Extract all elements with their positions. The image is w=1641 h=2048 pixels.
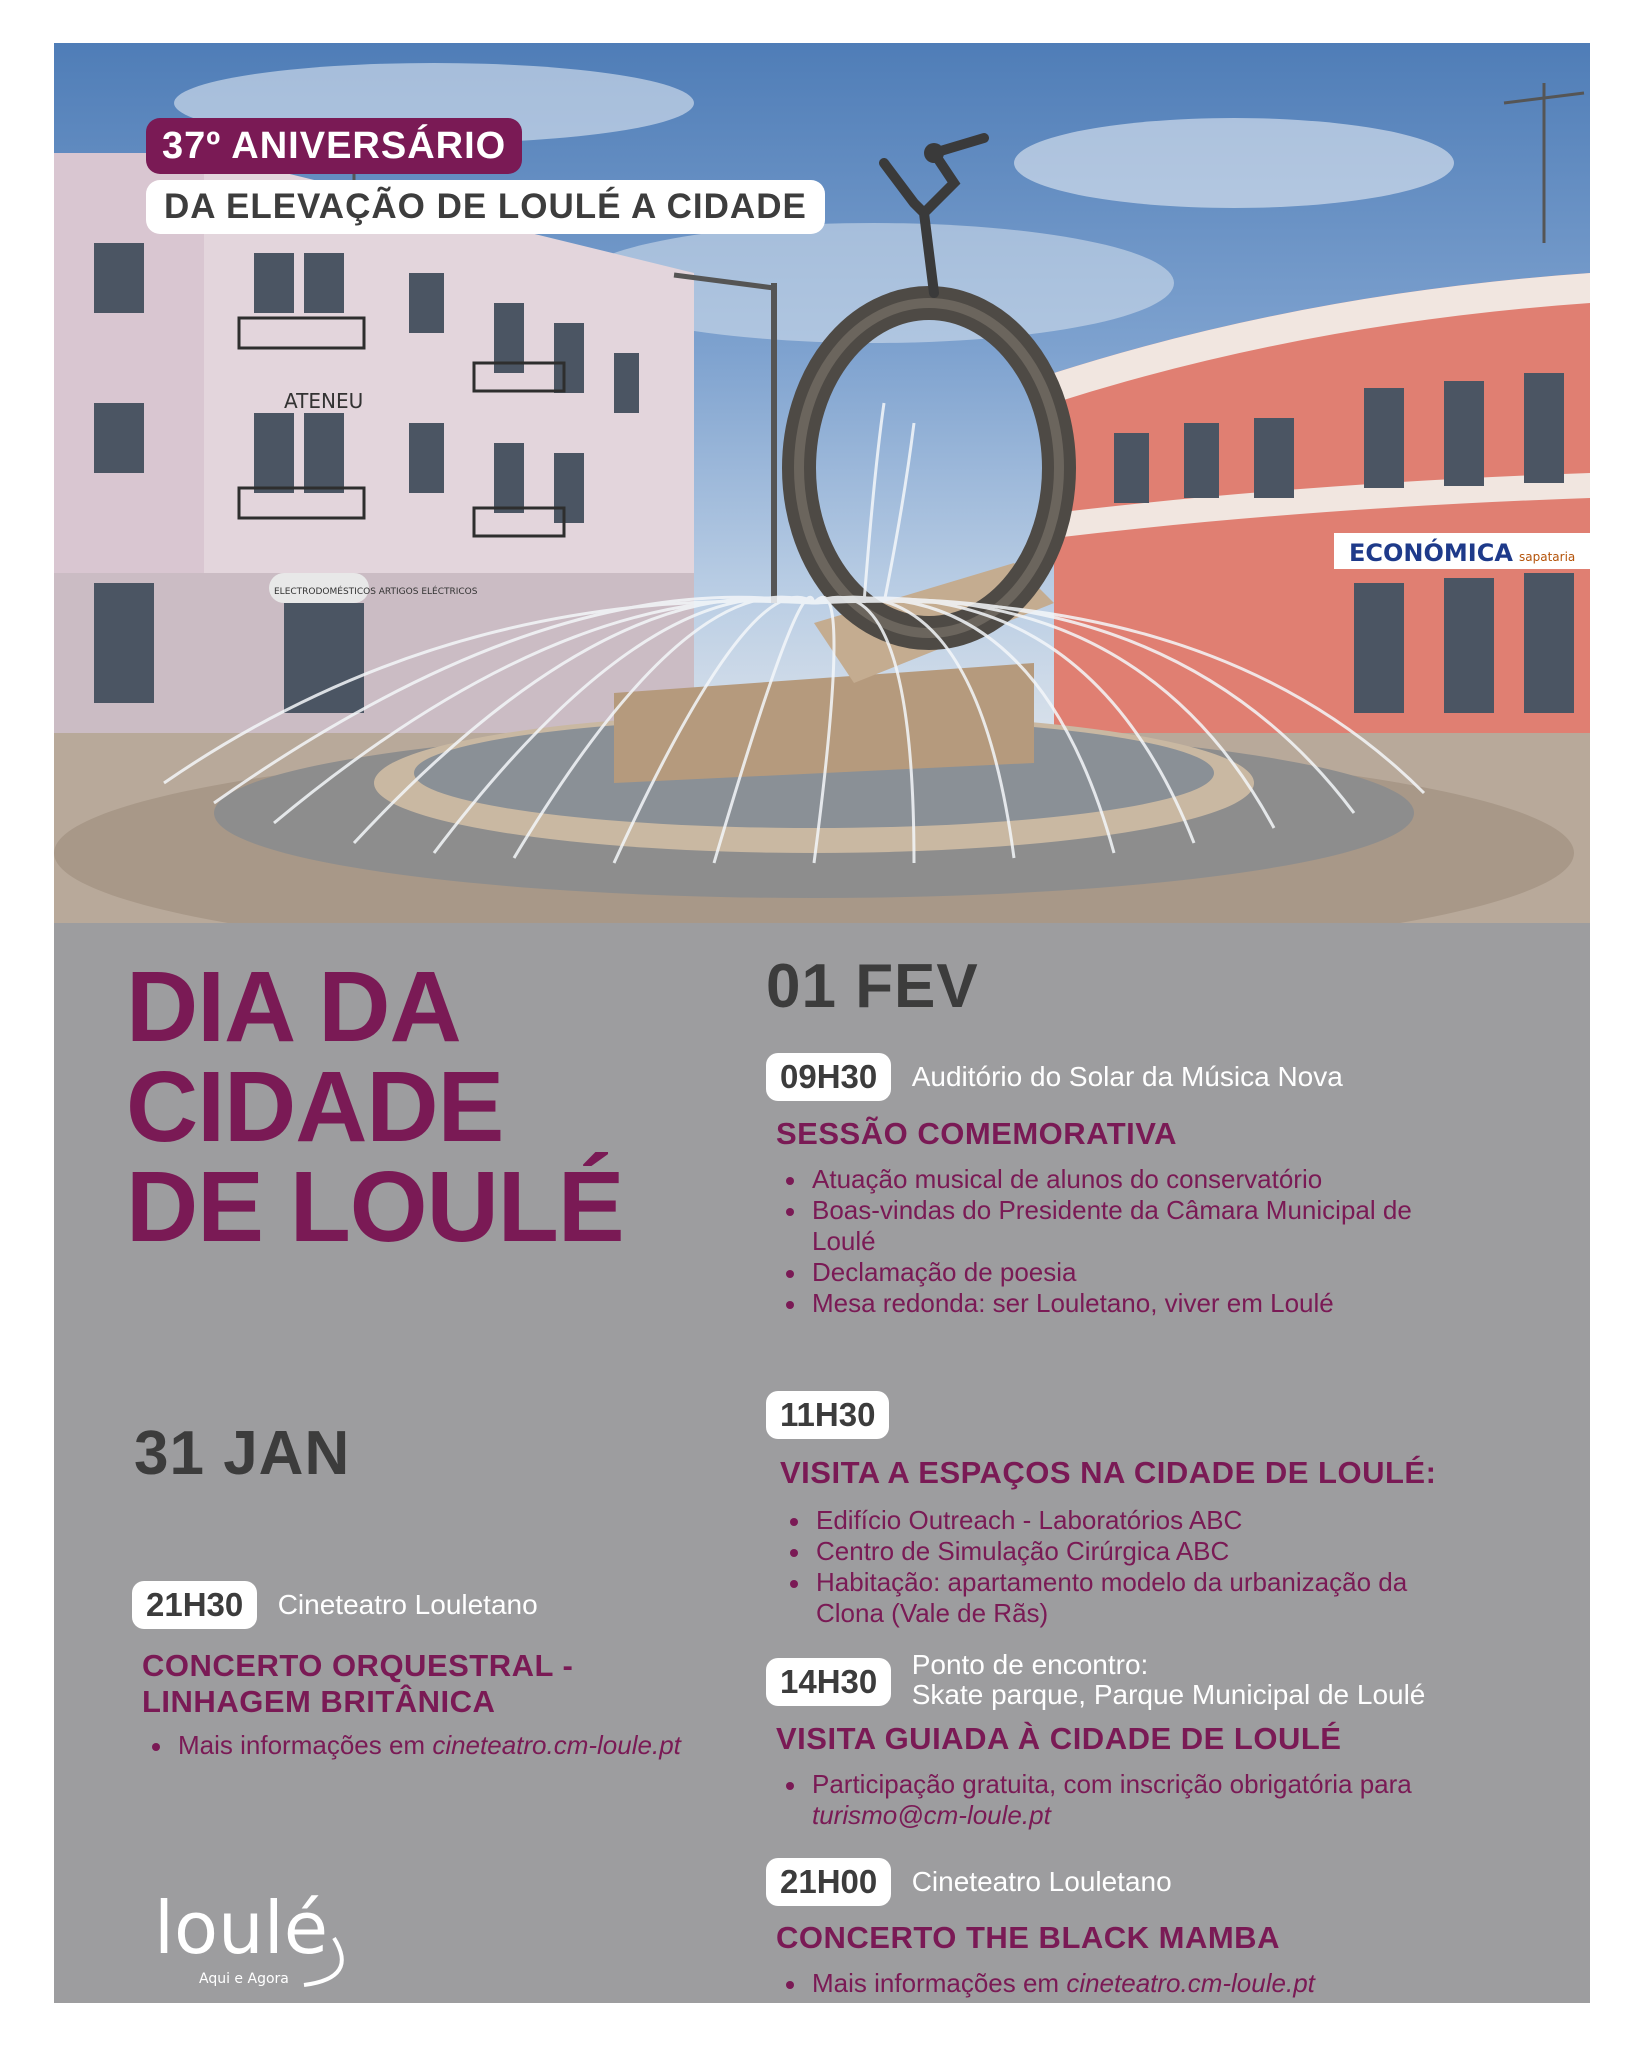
list-item-text: Participação gratuita, com inscrição obrigatória para bbox=[812, 1769, 1412, 1799]
event-visita-espacos bbox=[780, 1455, 1500, 1629]
event-sessao-time-row bbox=[766, 1053, 1343, 1101]
event-sessao-comemorativa bbox=[776, 1116, 1496, 1319]
list-item bbox=[780, 1567, 1500, 1629]
event-concerto-orquestral bbox=[132, 1581, 538, 1629]
program-panel bbox=[54, 923, 1590, 2003]
loule-logo bbox=[154, 1883, 364, 1998]
event-items bbox=[776, 1769, 1496, 1831]
logo-wordmark: loulé bbox=[154, 1886, 328, 1970]
info-link[interactable]: cineteatro.cm-loule.pt bbox=[432, 1730, 681, 1760]
time-badge: 21H30 bbox=[132, 1581, 257, 1629]
event-title-line1: CONCERTO ORQUESTRAL - bbox=[142, 1648, 574, 1683]
venue-label: Cineteatro Louletano bbox=[277, 1589, 538, 1620]
list-item bbox=[142, 1730, 702, 1761]
shop-sign: ECONÓMICA bbox=[1349, 539, 1513, 567]
venue-label: Auditório do Solar da Música Nova bbox=[911, 1061, 1343, 1092]
event-title: SESSÃO COMEMORATIVA bbox=[776, 1116, 1178, 1151]
poster bbox=[54, 43, 1590, 2003]
list-item: Atuação musical de alunos do conservatório bbox=[776, 1164, 1496, 1195]
list-item: Declamação de poesia bbox=[776, 1257, 1496, 1288]
store-sign: ELECTRODOMÉSTICOS ARTIGOS ELÉCTRICOS bbox=[274, 587, 478, 597]
list-item: Centro de Simulação Cirúrgica ABC bbox=[780, 1536, 1500, 1567]
list-item: Mesa redonda: ser Louletano, viver em Loulé bbox=[776, 1288, 1496, 1319]
event-info-list bbox=[142, 1730, 702, 1761]
main-title bbox=[126, 951, 624, 1263]
email-link[interactable]: turismo@cm-loule.pt bbox=[812, 1800, 1051, 1830]
list-item-text-cont: Loulé bbox=[812, 1226, 876, 1256]
anniversary-tag bbox=[146, 118, 825, 234]
list-item bbox=[776, 1968, 1496, 1999]
anniversary-line2: DA ELEVAÇÃO DE LOULÉ A CIDADE bbox=[146, 180, 825, 234]
fountain-photo bbox=[54, 43, 1590, 923]
main-title-line3: DE LOULÉ bbox=[126, 1151, 624, 1263]
event-title bbox=[142, 1648, 702, 1720]
event-title-line2: LINHAGEM BRITÂNICA bbox=[142, 1684, 496, 1719]
building-sign: ATENEU bbox=[284, 389, 364, 413]
event-items bbox=[776, 1164, 1496, 1319]
event-visita-espacos-time-row bbox=[766, 1391, 889, 1439]
anniversary-line1: 37º ANIVERSÁRIO bbox=[146, 118, 522, 174]
info-link[interactable]: cineteatro.cm-loule.pt bbox=[1066, 1968, 1315, 1998]
event-info-list bbox=[776, 1968, 1496, 1999]
venue-label: Cineteatro Louletano bbox=[911, 1866, 1172, 1897]
time-badge: 21H00 bbox=[766, 1858, 891, 1906]
shop-sub-sign: sapataria bbox=[1519, 550, 1576, 564]
time-badge: 11H30 bbox=[766, 1391, 889, 1439]
list-item: Edifício Outreach - Laboratórios ABC bbox=[780, 1505, 1500, 1536]
list-item-text: Habitação: apartamento modelo da urbanização da bbox=[816, 1567, 1408, 1597]
list-item bbox=[776, 1195, 1496, 1257]
event-visita-guiada-time-row bbox=[766, 1650, 1425, 1710]
event-title: VISITA A ESPAÇOS NA CIDADE DE LOULÉ: bbox=[780, 1455, 1437, 1490]
main-title-line2: CIDADE bbox=[126, 1051, 504, 1163]
list-item-text-cont: Clona (Vale de Rãs) bbox=[816, 1598, 1049, 1628]
info-prefix: Mais informações em bbox=[812, 1968, 1067, 1998]
logo-tagline: Aqui e Agora bbox=[199, 1971, 289, 1987]
event-black-mamba bbox=[776, 1920, 1496, 1999]
event-visita-guiada bbox=[776, 1721, 1496, 1831]
time-badge: 09H30 bbox=[766, 1053, 891, 1101]
main-title-line1: DIA DA bbox=[126, 951, 461, 1063]
venue-line2: Skate parque, Parque Municipal de Loulé bbox=[911, 1679, 1426, 1710]
event-title: CONCERTO THE BLACK MAMBA bbox=[776, 1920, 1280, 1955]
list-item-text: Boas-vindas do Presidente da Câmara Municipal de bbox=[812, 1195, 1412, 1225]
venue-label bbox=[912, 1650, 1426, 1710]
date-01-fev: 01 FEV bbox=[766, 952, 979, 1021]
event-details bbox=[142, 1648, 702, 1761]
loule-logo-mark bbox=[154, 1883, 364, 1993]
time-badge: 14H30 bbox=[766, 1658, 891, 1706]
list-item bbox=[776, 1769, 1496, 1831]
venue-line1: Ponto de encontro: bbox=[911, 1649, 1149, 1680]
date-31-jan: 31 JAN bbox=[134, 1419, 351, 1488]
event-black-mamba-time-row bbox=[766, 1858, 1172, 1906]
event-items bbox=[780, 1505, 1500, 1629]
info-prefix: Mais informações em bbox=[178, 1730, 433, 1760]
event-title: VISITA GUIADA À CIDADE DE LOULÉ bbox=[776, 1721, 1342, 1756]
